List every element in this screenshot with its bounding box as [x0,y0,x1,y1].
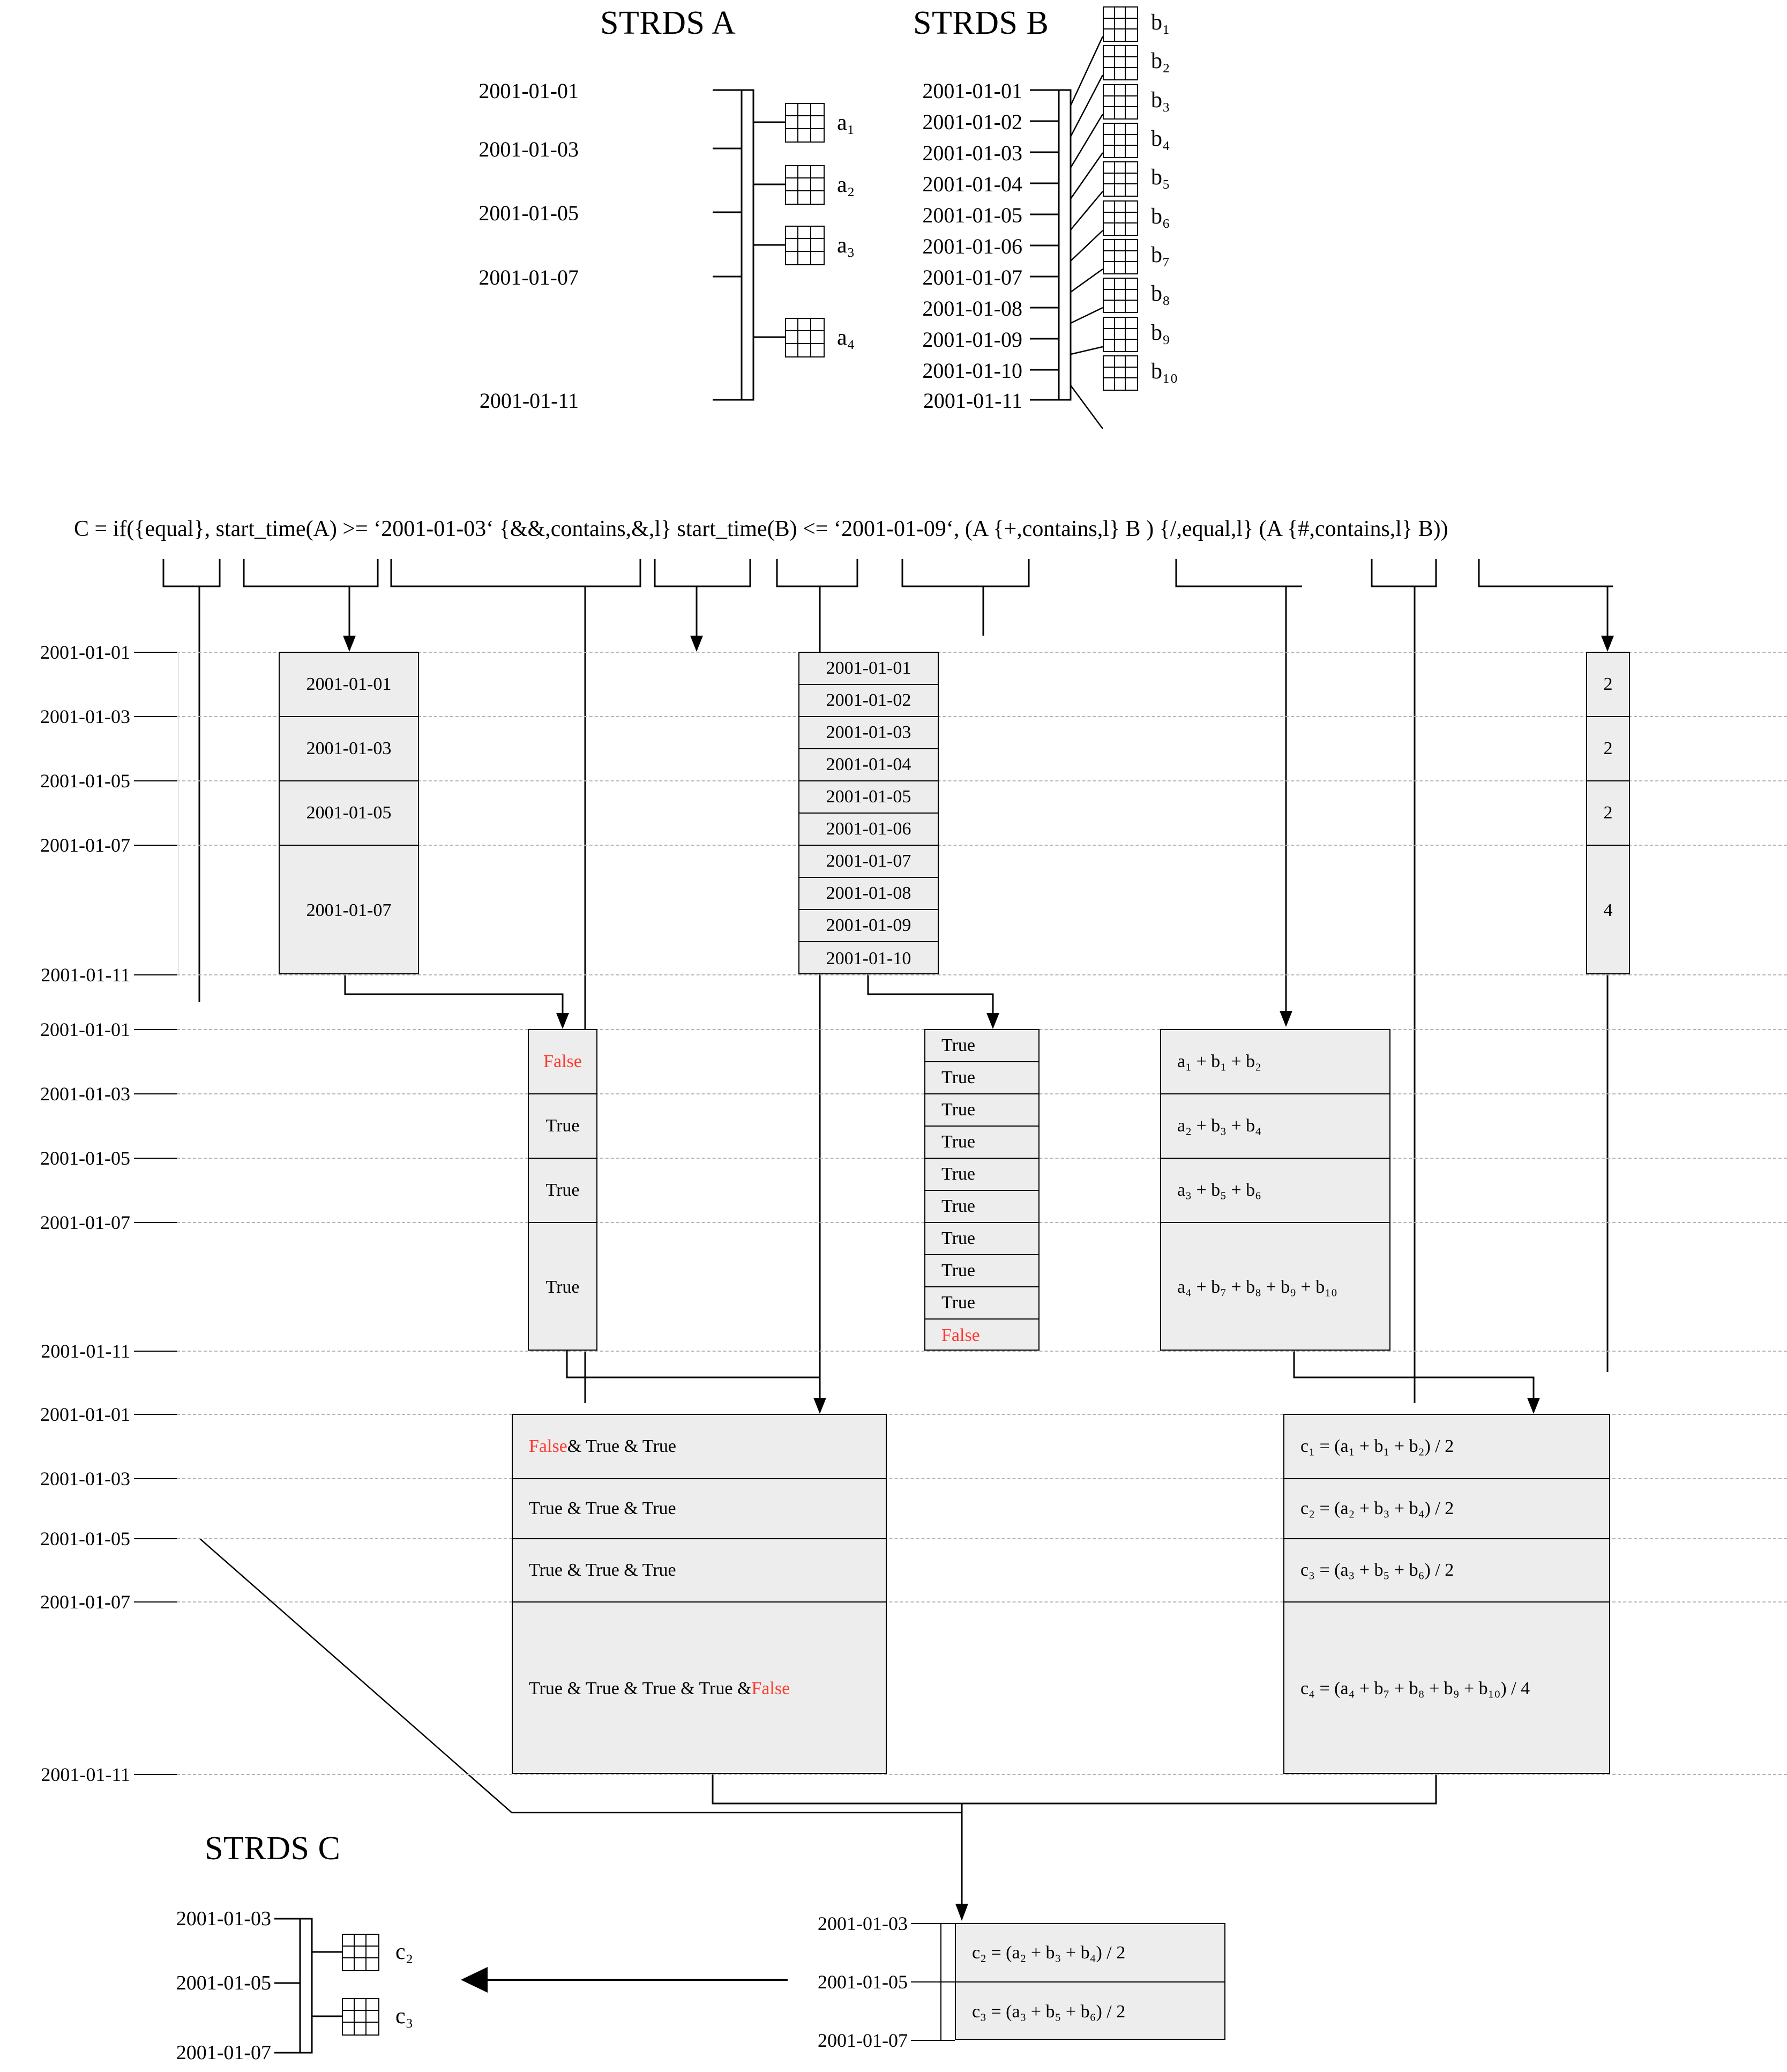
cell-value: c₃ = (a₃ + b₅ + b₆) / 2 [972,2001,1126,2022]
strds-b-date-9: 2001-01-10 [922,359,1022,383]
axis-label-b3-4: 2001-01-11 [41,1764,130,1785]
cell-value: 2001-01-09 [826,915,911,935]
cell-value: c₄ = (a₄ + b₇ + b₈ + b₉ + b₁₀) / 4 [1300,1679,1530,1698]
axis-label-b1-4: 2001-01-11 [41,964,130,986]
final-axis-label-2: 2001-01-07 [818,2030,908,2051]
table-row [799,846,938,878]
cell-value: a₄ + b₇ + b₈ + b₉ + b₁₀ [1177,1277,1337,1297]
table-row [925,1191,1038,1223]
strds-b-map-label-2: b₃ [1151,88,1170,113]
axis-label-b2-0: 2001-01-01 [40,1019,130,1040]
raster-icon-b10 [1103,355,1138,391]
table-row [280,846,418,975]
strds-c-date-2: 2001-01-07 [176,2041,271,2064]
cell-value: 2001-01-05 [306,803,392,823]
table-row [799,910,938,942]
strds-b-date-5: 2001-01-06 [922,234,1022,258]
table-row [529,1030,596,1094]
table-row [799,717,938,749]
cell-value: 2 [1603,803,1613,823]
cell-value: a₁ + b₁ + b₂ [1177,1052,1262,1071]
table-row [799,814,938,846]
table-row [956,1924,1224,1982]
final-axis-label-1: 2001-01-05 [818,1971,908,1993]
axis-tick-b3-2 [134,1538,177,1539]
cell-value: 2001-01-10 [826,949,911,968]
raster-icon-b6 [1103,200,1138,236]
cell-value: 2001-01-06 [826,819,911,839]
axis-label-b3-0: 2001-01-01 [40,1404,130,1425]
a-start-time-box [279,652,419,974]
axis-tick-b2-4 [134,1351,177,1352]
axis-label-b1-1: 2001-01-03 [40,706,130,727]
table-row [513,1479,886,1539]
raster-icon-a1 [785,103,825,143]
strds-c-date-1: 2001-01-05 [176,1972,271,1994]
axis-label-b2-1: 2001-01-03 [40,1083,130,1105]
raster-icon-a2 [785,165,825,205]
table-row [1587,781,1629,846]
cell-value: 2001-01-05 [826,787,911,807]
raster-icon-b1 [1103,6,1138,42]
axis-label-b1-2: 2001-01-05 [40,770,130,792]
strds-a-title: STRDS A [600,5,736,41]
axis-tick-b1-0 [134,652,177,653]
raster-icon-c2 [342,1934,379,1971]
table-row [799,781,938,814]
strds-b-date-6: 2001-01-07 [922,265,1022,289]
cell-value: 2001-01-07 [826,851,911,871]
raster-icon-b7 [1103,239,1138,274]
cell-value-part: True & True & True [529,1560,676,1580]
raster-icon-c3 [342,1998,379,2036]
table-row [529,1094,596,1159]
table-row [1284,1539,1609,1603]
strds-b-map-label-7: b₈ [1151,281,1170,306]
axis-label-b1-3: 2001-01-07 [40,834,130,856]
cell-value: a₂ + b₃ + b₄ [1177,1116,1262,1136]
cell-value: c₂ = (a₂ + b₃ + b₄) / 2 [1300,1499,1454,1518]
cell-value: 4 [1603,900,1613,920]
raster-icon-b8 [1103,278,1138,313]
table-row [1587,717,1629,781]
axis-tick-b1-4 [134,974,177,975]
strds-b-map-label-8: b₉ [1151,321,1170,345]
result-formula-box [1283,1414,1610,1774]
strds-a-map-label-3: a₄ [837,325,855,350]
axis-tick-b1-3 [134,845,177,846]
b-condition-box [924,1029,1040,1351]
cell-value: True [941,1261,975,1280]
strds-b-date-7: 2001-01-08 [922,296,1022,321]
final-result-box [955,1923,1225,2040]
cell-value: True [941,1132,975,1152]
table-row [925,1320,1038,1352]
a-condition-box [528,1029,597,1351]
axis-label-b3-3: 2001-01-07 [40,1591,130,1613]
axis-tick-b1-1 [134,716,177,717]
cell-value: 2001-01-02 [826,690,911,710]
table-row [1161,1223,1389,1352]
cell-value: 2001-01-04 [826,755,911,774]
axis-label-b3-2: 2001-01-05 [40,1528,130,1549]
axis-label-b2-2: 2001-01-05 [40,1147,130,1169]
strds-b-date-8: 2001-01-09 [922,327,1022,352]
strds-b-map-label-4: b₅ [1151,165,1170,190]
axis-tick-b2-3 [134,1222,177,1223]
table-row [529,1223,596,1352]
table-row [280,717,418,781]
table-row [513,1415,886,1479]
cell-value-part: False [751,1679,790,1698]
table-row [925,1223,1038,1255]
raster-icon-b9 [1103,317,1138,352]
strds-b-title: STRDS B [913,5,1049,41]
cell-value: c₁ = (a₁ + b₁ + b₂) / 2 [1300,1436,1454,1456]
table-row [799,749,938,781]
cell-value: c₂ = (a₂ + b₃ + b₄) / 2 [972,1942,1126,1963]
final-axis-tick-2 [911,2040,955,2041]
cell-value: 2001-01-03 [306,739,392,758]
cell-value-part: True & True & True & True & [529,1679,752,1698]
final-axis-label-0: 2001-01-03 [818,1913,908,1934]
cell-value-part: & True & True [567,1436,676,1456]
final-axis-tick-0 [911,1923,955,1924]
strds-a-date-3: 2001-01-07 [478,265,579,289]
axis-tick-b3-4 [134,1774,177,1775]
raster-icon-b3 [1103,84,1138,120]
strds-a-map-label-2: a₃ [837,233,855,258]
table-row [925,1094,1038,1127]
cell-value: 2 [1603,739,1613,758]
raster-icon-b2 [1103,45,1138,80]
table-row [925,1159,1038,1191]
cell-value-part: False [529,1436,567,1456]
strds-a-map-label-1: a₂ [837,173,855,197]
cell-value: True [941,1293,975,1313]
strds-a-date-1: 2001-01-03 [478,137,579,161]
axis-tick-b1-2 [134,780,177,781]
cell-value: True [941,1228,975,1248]
table-row [925,1287,1038,1320]
table-row [1587,846,1629,975]
table-row [1161,1094,1389,1159]
axis-tick-b2-2 [134,1158,177,1159]
final-axis-tick-1 [911,1981,955,1982]
table-row [1161,1159,1389,1223]
raster-icon-b5 [1103,161,1138,197]
cell-value: c₃ = (a₃ + b₅ + b₆) / 2 [1300,1560,1454,1580]
table-row [925,1255,1038,1287]
cell-value: 2001-01-07 [306,900,392,920]
cell-value: 2001-01-08 [826,883,911,903]
strds-c-map-label-1: c₃ [395,2004,414,2029]
cell-value: False [543,1052,582,1071]
cell-value: True [941,1164,975,1184]
axis-tick-b3-0 [134,1414,177,1415]
strds-b-map-label-3: b₄ [1151,126,1170,151]
table-row [1161,1030,1389,1094]
strds-b-date-1: 2001-01-02 [922,110,1022,134]
strds-b-map-label-9: b₁₀ [1151,359,1178,384]
table-row [799,653,938,685]
strds-c-map-label-0: c₂ [395,1940,414,1964]
cell-value: True [941,1100,975,1120]
table-row [925,1062,1038,1094]
table-row [529,1159,596,1223]
cell-value: False [941,1325,980,1345]
cell-value: 2 [1603,674,1613,694]
cell-value: True [545,1116,580,1136]
cell-value: 2001-01-03 [826,722,911,742]
cell-value: 2001-01-01 [826,658,911,678]
table-row [925,1127,1038,1159]
table-row [799,942,938,975]
table-row [956,1982,1224,2041]
raster-icon-b4 [1103,123,1138,158]
strds-b-date-0: 2001-01-01 [922,79,1022,103]
guide-line [178,652,179,974]
axis-tick-b2-0 [134,1029,177,1030]
axis-tick-b3-1 [134,1478,177,1479]
strds-b-map-label-6: b₇ [1151,243,1170,267]
strds-a-date-0: 2001-01-01 [478,79,579,103]
table-row [1587,653,1629,717]
strds-b-date-4: 2001-01-05 [922,203,1022,227]
strds-b-map-label-5: b₆ [1151,204,1170,229]
cell-value-part: True & True & True [529,1499,676,1518]
strds-b-date-3: 2001-01-04 [922,172,1022,196]
strds-c-date-0: 2001-01-03 [176,1907,271,1930]
table-row [513,1539,886,1603]
table-row [1284,1415,1609,1479]
axis-tick-b2-1 [134,1093,177,1094]
table-row [1284,1603,1609,1775]
cell-value: True [545,1277,580,1297]
combined-condition-box [512,1414,887,1774]
strds-b-map-label-1: b₂ [1151,49,1170,73]
strds-b-date-2: 2001-01-03 [922,141,1022,165]
table-row [1284,1479,1609,1539]
cell-value: True [941,1035,975,1055]
raster-icon-a4 [785,318,825,357]
strds-a-map-label-0: a₁ [837,110,855,135]
cell-value: 2001-01-01 [306,674,392,694]
strds-c-title: STRDS C [205,1830,341,1867]
strds-b-date-10: 2001-01-11 [923,389,1022,413]
strds-b-map-label-0: b₁ [1151,10,1170,35]
table-row [513,1603,886,1775]
cell-value: True [545,1180,580,1200]
table-row [925,1030,1038,1062]
strds-a-date-4: 2001-01-11 [479,389,579,413]
cell-value: a₃ + b₅ + b₆ [1177,1180,1262,1200]
axis-label-b3-1: 2001-01-03 [40,1468,130,1489]
table-row [799,878,938,910]
axis-label-b2-3: 2001-01-07 [40,1212,130,1233]
axis-label-b2-4: 2001-01-11 [41,1340,130,1362]
strds-a-date-2: 2001-01-05 [478,201,579,225]
expression-formula: C = if({equal}, start_time(A) >= ‘2001-01-03‘ {&&,contains,&,l} start_time(B) <= ‘2001-01-09‘, (A {+,contains,l} B ) {/,equal,l} (A {#,contains,l} B)) [74,517,1448,541]
raster-icon-a3 [785,226,825,265]
axis-tick-b3-3 [134,1601,177,1603]
table-row [280,781,418,846]
count-box [1586,652,1630,974]
cell-value: True [941,1068,975,1087]
sum-box [1160,1029,1390,1351]
table-row [799,685,938,717]
table-row [280,653,418,717]
b-start-time-box [798,652,939,974]
axis-label-b1-0: 2001-01-01 [40,642,130,663]
cell-value: True [941,1196,975,1216]
